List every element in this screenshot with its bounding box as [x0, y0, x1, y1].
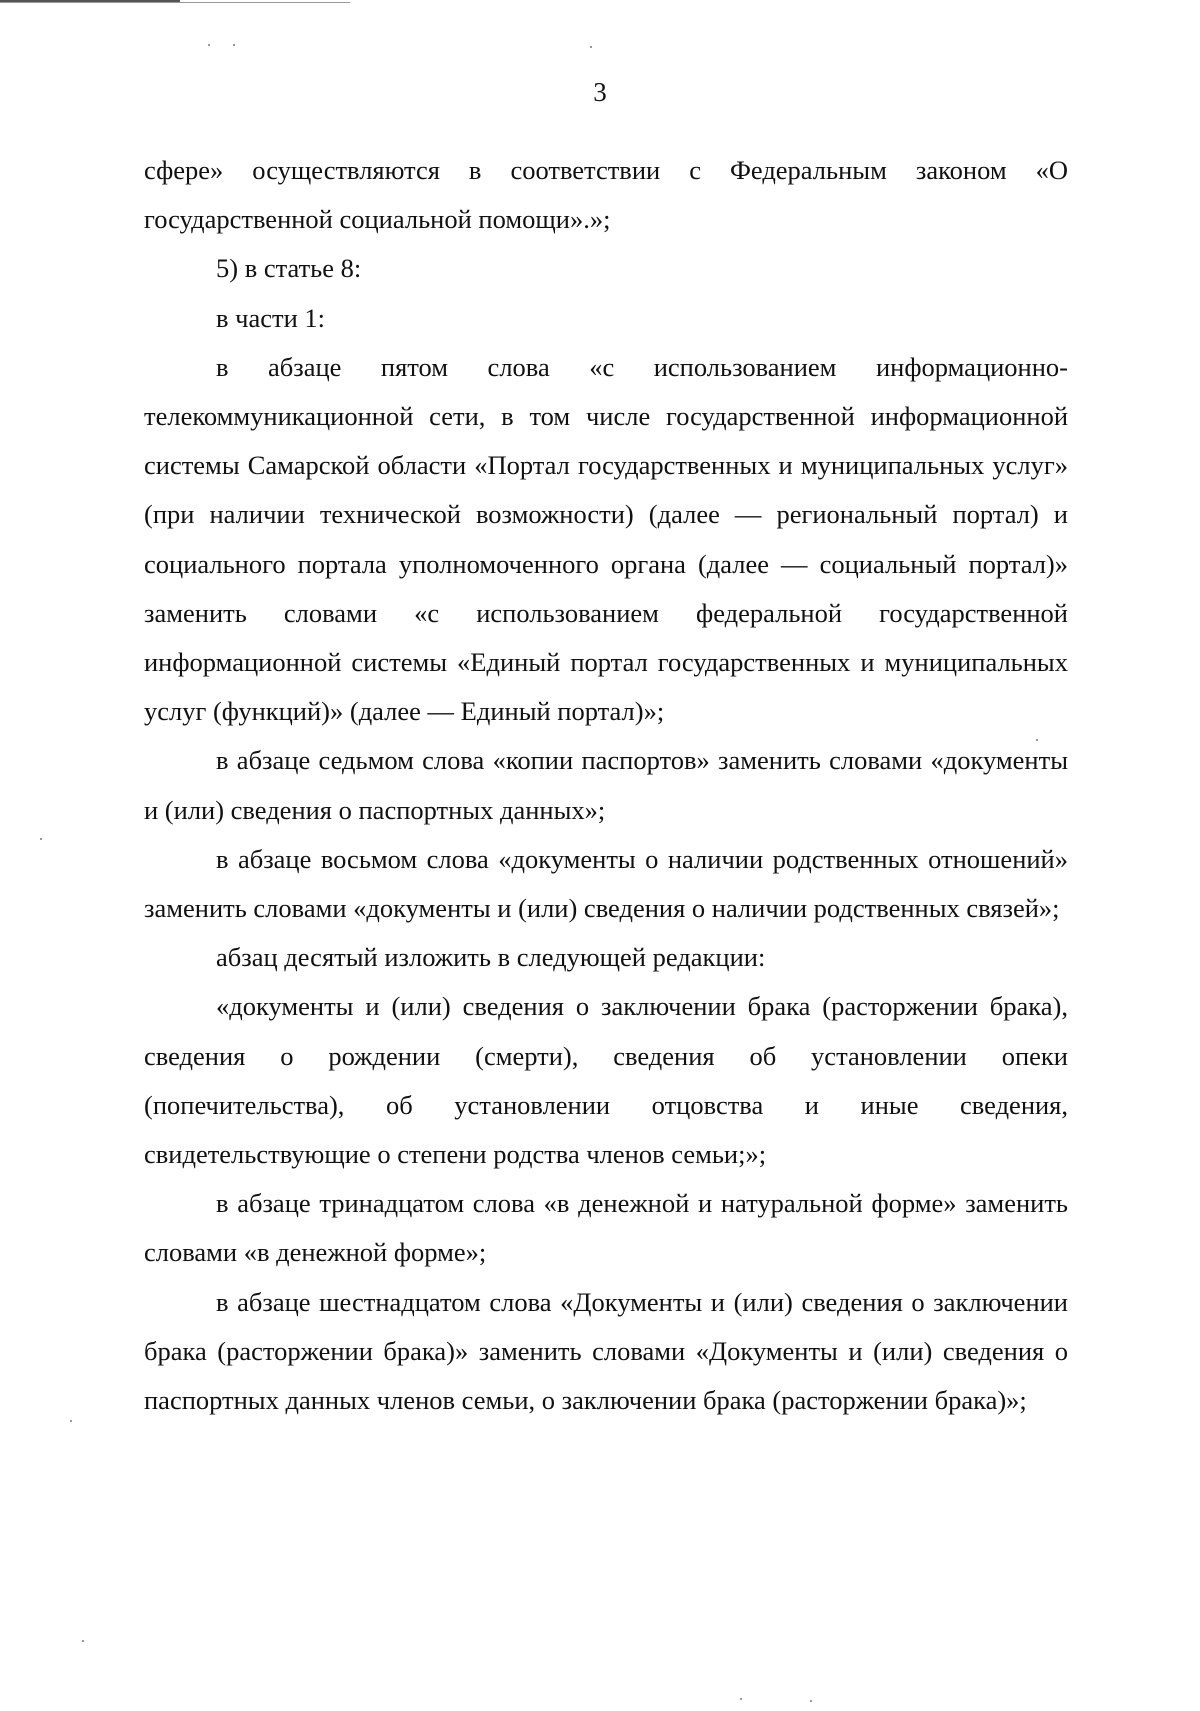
scan-speck [740, 1698, 742, 1700]
scan-speck [590, 46, 592, 48]
paragraph: 5) в статье 8: [216, 253, 362, 284]
scan-speck [70, 1420, 72, 1422]
paragraph: в части 1: [216, 302, 325, 333]
paragraph: «документы и (или) сведения о заключении брака (расторжении брака), сведения о рождении (смерти), сведения об установлении опеки (попечительства), об установлении отцовства и иные сведения, свидетельствующие о степени родства членов семьи;»; [144, 991, 1068, 1170]
page-number: 3 [593, 77, 607, 107]
paragraph: в абзаце шестнадцатом слова «Документы и (или) сведения о заключении брака (расторжении брака)» заменить словами «Документы и (или) сведения о паспортных данных членов семьи, о заключении брака (расторжении брака)»; [144, 1286, 1068, 1416]
scan-speck [233, 44, 235, 46]
scan-speck [40, 838, 42, 840]
paragraph: абзац десятый изложить в следующей редакции: [216, 942, 766, 973]
document-body [144, 146, 1068, 1425]
paragraph: в абзаце пятом слова «с использованием информационно-телекоммуникационной сети, в том числе государственной информационной системы Самарской области «Портал государственных и муниципальных услуг» (при наличии технической возможности) (далее — региональный портал) и социального портала уполномоченного органа (далее — социальный портал)» заменить словами «с использованием федеральной государственной информационной системы «Единый портал государственных и муниципальных услуг (функций)» (далее — Единый портал)»; [144, 351, 1068, 727]
paragraph: в абзаце седьмом слова «копии паспортов» заменить словами «документы и (или) сведения о паспортных данных»; [144, 745, 1068, 825]
paragraph: в абзаце тринадцатом слова «в денежной и натуральной форме» заменить словами «в денежной форме»; [144, 1188, 1068, 1268]
paragraph: в абзаце восьмом слова «документы о наличии родственных отношений» заменить словами «документы и (или) сведения о наличии родственных связей»; [144, 843, 1068, 924]
scan-speck [82, 1640, 84, 1642]
scan-speck [810, 1700, 812, 1702]
paragraph: сфере» осуществляются в соответствии с Федеральным законом «О государственной социальной помощи».»; [144, 155, 1068, 235]
scan-speck [208, 44, 210, 46]
scan-edge-mark [0, 2, 350, 3]
